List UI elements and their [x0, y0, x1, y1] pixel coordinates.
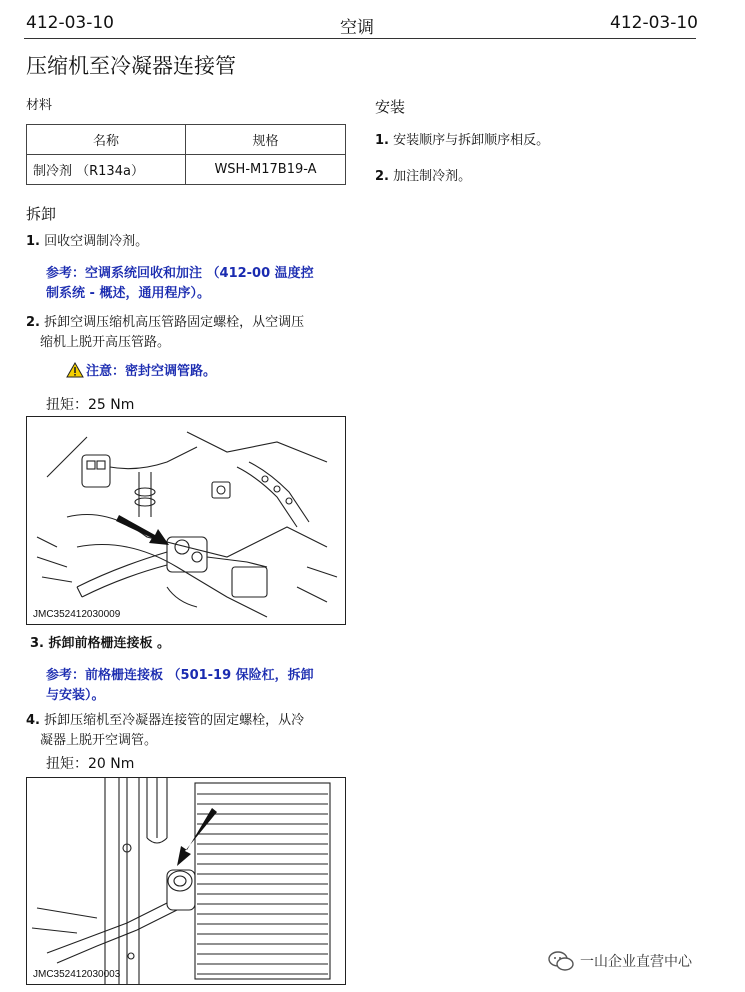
- caution-note: [66, 360, 216, 379]
- step-text: 安装顺序与拆卸顺序相反。: [393, 133, 550, 148]
- torque-1: 扭矩：25 Nm: [46, 397, 135, 413]
- warning-icon: [66, 362, 84, 378]
- step-text-continued: 缩机上脱开高压管路。: [40, 335, 171, 350]
- step-number: 1.: [26, 234, 40, 249]
- header-center: 空调: [340, 18, 374, 38]
- torque-2: 扭矩：20 Nm: [46, 756, 135, 772]
- reference-line: 与安装）。: [46, 688, 105, 703]
- table-row: [27, 155, 346, 185]
- step-number: 4.: [26, 713, 40, 728]
- figure-2-illustration: [27, 778, 345, 984]
- step-text: 拆卸空调压缩机高压管路固定螺栓，从空调压: [44, 315, 305, 330]
- reference-3[interactable]: [46, 666, 314, 706]
- removal-step-1: [26, 232, 148, 252]
- figure-1: [26, 416, 346, 625]
- step-number: 3.: [30, 636, 44, 651]
- watermark-text: 一山企业直营中心: [580, 954, 692, 970]
- reference-line: 参考：空调系统回收和加注 （412-00 温度控: [46, 266, 314, 281]
- cell-spec: WSH-M17B19-A: [186, 155, 346, 185]
- materials-table: [26, 124, 346, 185]
- watermark: [548, 950, 692, 972]
- figure-2: [26, 777, 346, 985]
- removal-step-3: [30, 634, 170, 654]
- removal-step-4: [26, 711, 304, 751]
- arrow-pointer: [177, 808, 217, 866]
- arrow-pointer: [116, 515, 169, 545]
- table-header-row: [27, 125, 346, 155]
- header-left: 412-03-10: [26, 13, 114, 33]
- reference-line: 参考：前格栅连接板 （501-19 保险杠，拆卸: [46, 668, 314, 683]
- step-number: 2.: [375, 169, 389, 184]
- step-text: 拆卸前格栅连接板 。: [48, 636, 171, 651]
- installation-heading: 安装: [375, 98, 406, 116]
- header-rule: [24, 38, 696, 39]
- materials-heading: 材料: [26, 98, 53, 113]
- removal-step-2: [26, 313, 304, 353]
- reference-line: 制系统 - 概述，通用程序）。: [46, 286, 210, 301]
- caution-text: 注意：密封空调管路。: [86, 364, 217, 379]
- removal-heading: 拆卸: [26, 205, 57, 223]
- figure-1-caption: JMC352412030009: [33, 609, 121, 620]
- header-right: 412-03-10: [610, 13, 698, 33]
- step-text-continued: 凝器上脱开空调管。: [40, 733, 158, 748]
- figure-2-caption: JMC352412030003: [33, 969, 121, 980]
- reference-1[interactable]: [46, 264, 314, 304]
- page-title: 压缩机至冷凝器连接管: [26, 54, 236, 78]
- column-header-name: 名称: [27, 125, 186, 155]
- cell-name: 制冷剂 （R134a）: [27, 155, 186, 185]
- column-header-spec: 规格: [186, 125, 346, 155]
- installation-step-2: [375, 167, 471, 187]
- step-number: 1.: [375, 133, 389, 148]
- step-number: 2.: [26, 315, 40, 330]
- step-text: 回收空调制冷剂。: [44, 234, 149, 249]
- installation-step-1: [375, 131, 549, 151]
- wechat-icon: [548, 950, 574, 972]
- figure-1-illustration: [27, 417, 345, 624]
- step-text: 加注制冷剂。: [393, 169, 472, 184]
- step-text: 拆卸压缩机至冷凝器连接管的固定螺栓，从冷: [44, 713, 305, 728]
